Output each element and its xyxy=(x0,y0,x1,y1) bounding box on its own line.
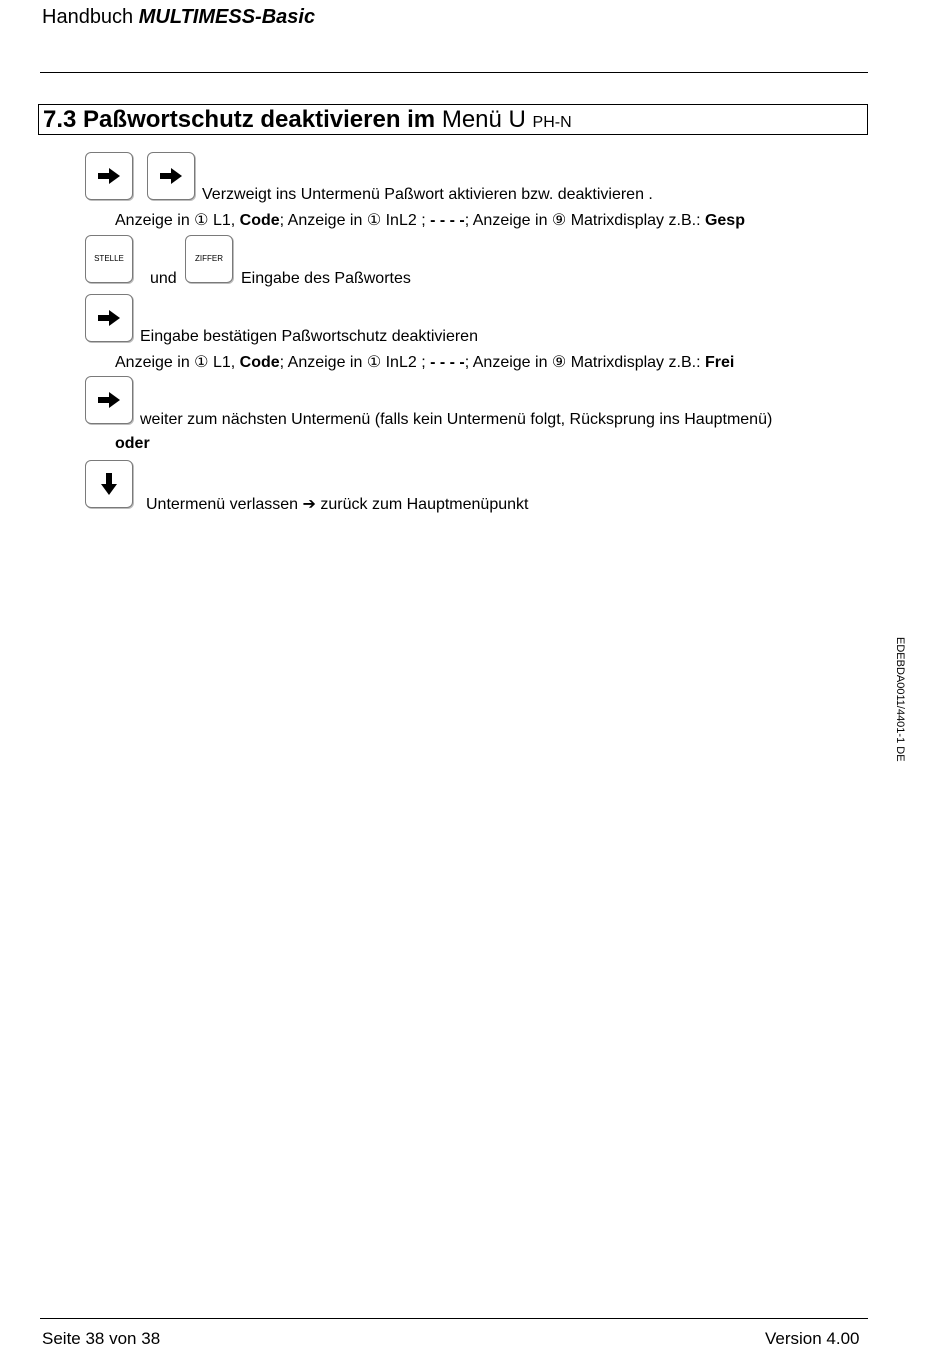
product-name: MULTIMESS-Basic xyxy=(138,6,316,28)
connector-text: und xyxy=(150,270,177,287)
document-header xyxy=(42,6,315,29)
version-label: Version 4.00 xyxy=(765,1329,860,1348)
display-dashes: - - - - xyxy=(430,212,465,229)
key-label: STELLE xyxy=(94,253,124,263)
step-text: Eingabe des Paßwortes xyxy=(241,270,411,287)
step-text: Verzweigt ins Untermenü Paßwort aktivieren bzw. deaktivieren . xyxy=(202,186,653,203)
right-arrow-icon xyxy=(98,310,120,326)
right-arrow-glyph-icon: ➔ xyxy=(302,496,316,513)
section-number: 7.3 xyxy=(43,106,77,133)
display-value: Gesp xyxy=(704,212,745,229)
step-text-part: zurück zum Hauptmenüpunkt xyxy=(315,496,529,513)
display-code: Code xyxy=(239,354,280,371)
display-text: ; Anzeige in ⑨ Matrixdisplay z.B.: xyxy=(464,354,705,371)
right-arrow-key[interactable] xyxy=(85,294,133,342)
display-text: Anzeige in ① L1, xyxy=(115,212,240,229)
right-arrow-key[interactable] xyxy=(85,376,133,424)
section-title-rest: Menü U xyxy=(435,106,533,133)
display-text: ; Anzeige in ⑨ Matrixdisplay z.B.: xyxy=(464,212,705,229)
display-value: Frei xyxy=(704,354,735,371)
oder-text: oder xyxy=(115,435,150,452)
section-title-bold: Paßwortschutz deaktivieren im xyxy=(83,106,436,133)
display-text: Anzeige in ① L1, xyxy=(115,354,240,371)
display-text: ; Anzeige in ① InL2 ; xyxy=(279,354,431,371)
right-arrow-icon xyxy=(98,392,120,408)
right-arrow-key[interactable] xyxy=(147,152,195,200)
page-number: Seite 38 von 38 xyxy=(42,1329,161,1348)
step-text-part: Untermenü verlassen xyxy=(146,496,303,513)
step-text: Eingabe bestätigen Paßwortschutz deaktivieren xyxy=(140,328,478,345)
section-title-sub: PH-N xyxy=(532,114,572,131)
ziffer-key[interactable] xyxy=(185,235,233,283)
display-dashes: - - - - xyxy=(430,354,465,371)
step-text xyxy=(146,494,528,514)
display-info xyxy=(115,210,745,230)
section-heading xyxy=(38,104,868,135)
footer-rule xyxy=(40,1318,868,1319)
display-info xyxy=(115,352,734,372)
key-label: ZIFFER xyxy=(195,253,223,263)
display-code: Code xyxy=(239,212,280,229)
stelle-key[interactable] xyxy=(85,235,133,283)
header-rule xyxy=(40,72,868,73)
step-text: weiter zum nächsten Untermenü (falls kein Untermenü folgt, Rücksprung ins Hauptmenü) xyxy=(140,411,773,428)
right-arrow-key[interactable] xyxy=(85,152,133,200)
header-prefix: Handbuch xyxy=(42,6,139,28)
down-arrow-key[interactable] xyxy=(85,460,133,508)
display-text: ; Anzeige in ① InL2 ; xyxy=(279,212,431,229)
right-arrow-icon xyxy=(98,168,120,184)
right-arrow-icon xyxy=(160,168,182,184)
down-arrow-icon xyxy=(101,473,117,495)
document-code: EDEBDA0011/4401-1 DE xyxy=(894,637,906,762)
